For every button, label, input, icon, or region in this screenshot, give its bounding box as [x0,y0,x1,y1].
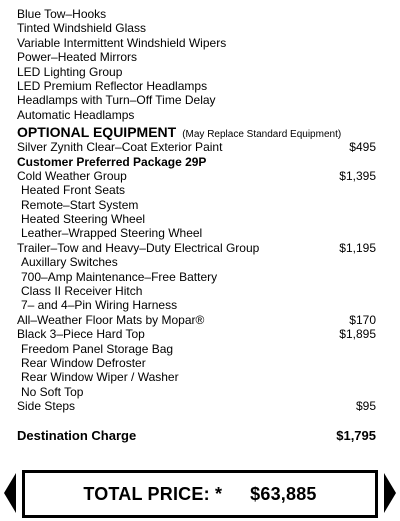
option-label: 7– and 4–Pin Wiring Harness [21,298,178,313]
option-item [17,399,376,413]
option-sub-item [17,342,376,356]
option-sub-item [17,198,376,212]
optional-equipment-list [17,140,376,413]
standard-item [17,65,376,79]
standard-item-label: Automatic Headlamps [17,107,135,122]
option-item [17,140,376,154]
option-label: Rear Window Defroster [21,355,146,370]
option-item [17,241,376,255]
option-price: $1,395 [339,168,376,183]
option-label: Customer Preferred Package 29P [17,154,207,169]
destination-charge-price: $1,795 [336,427,376,443]
optional-equipment-heading: OPTIONAL EQUIPMENT [17,124,177,141]
standard-item-label: LED Premium Reflector Headlamps [17,78,208,93]
option-label: Auxillary Switches [21,255,118,270]
option-label: Leather–Wrapped Steering Wheel [21,226,203,241]
option-label: Black 3–Piece Hard Top [17,327,145,342]
option-label: Cold Weather Group [17,168,127,183]
option-label: Heated Front Seats [21,183,126,198]
standard-item-label: Headlamps with Turn–Off Time Delay [17,93,216,108]
option-item [17,313,376,327]
total-price-value: $63,885 [250,483,317,504]
left-arrow-icon [4,473,16,513]
option-sub-item [17,212,376,226]
option-price: $1,195 [339,240,376,255]
option-sub-item [17,370,376,384]
option-sub-item [17,255,376,269]
option-sub-item [17,183,376,197]
option-price: $170 [349,312,376,327]
standard-item-label: Tinted Windshield Glass [17,21,146,36]
window-sticker [17,7,376,444]
option-label: Silver Zynith Clear–Coat Exterior Paint [17,140,223,155]
standard-item [17,93,376,107]
option-label: Remote–Start System [21,197,139,212]
option-item [17,169,376,183]
standard-item-label: Power–Heated Mirrors [17,50,138,65]
total-price-label: TOTAL PRICE: * [83,483,223,504]
option-label: Heated Steering Wheel [21,212,146,227]
option-label: All–Weather Floor Mats by Mopar® [17,312,205,327]
option-sub-item [17,226,376,240]
option-price: $95 [355,399,376,414]
total-price-banner [0,468,400,518]
standard-item [17,50,376,64]
standard-item-label: Blue Tow–Hooks [17,7,107,21]
standard-item [17,108,376,122]
option-sub-item [17,284,376,298]
option-label: Trailer–Tow and Heavy–Duty Electrical Group [17,240,260,255]
right-arrow-icon [384,473,396,513]
total-price-box [22,470,378,518]
standard-item-label: LED Lighting Group [17,64,123,79]
option-label: Rear Window Wiper / Washer [21,370,179,385]
option-sub-item [17,385,376,399]
option-price: $1,895 [339,327,376,342]
option-sub-item [17,298,376,312]
option-sub-item [17,270,376,284]
standard-item [17,7,376,21]
option-label: 700–Amp Maintenance–Free Battery [21,269,218,284]
option-price: $495 [349,140,376,155]
option-label: No Soft Top [21,384,84,399]
destination-charge-row [17,428,376,444]
standard-item [17,21,376,35]
option-item [17,327,376,341]
standard-item-label: Variable Intermittent Windshield Wipers [17,35,227,50]
destination-charge-label: Destination Charge [17,427,137,443]
option-item [17,155,376,169]
option-label: Side Steps [17,399,76,414]
standard-item [17,79,376,93]
option-label: Freedom Panel Storage Bag [21,341,174,356]
option-label: Class II Receiver Hitch [21,284,143,299]
standard-item [17,36,376,50]
standard-equipment-list [17,7,376,122]
optional-equipment-note: (May Replace Standard Equipment) [182,129,342,141]
option-sub-item [17,356,376,370]
optional-equipment-header [17,125,376,140]
